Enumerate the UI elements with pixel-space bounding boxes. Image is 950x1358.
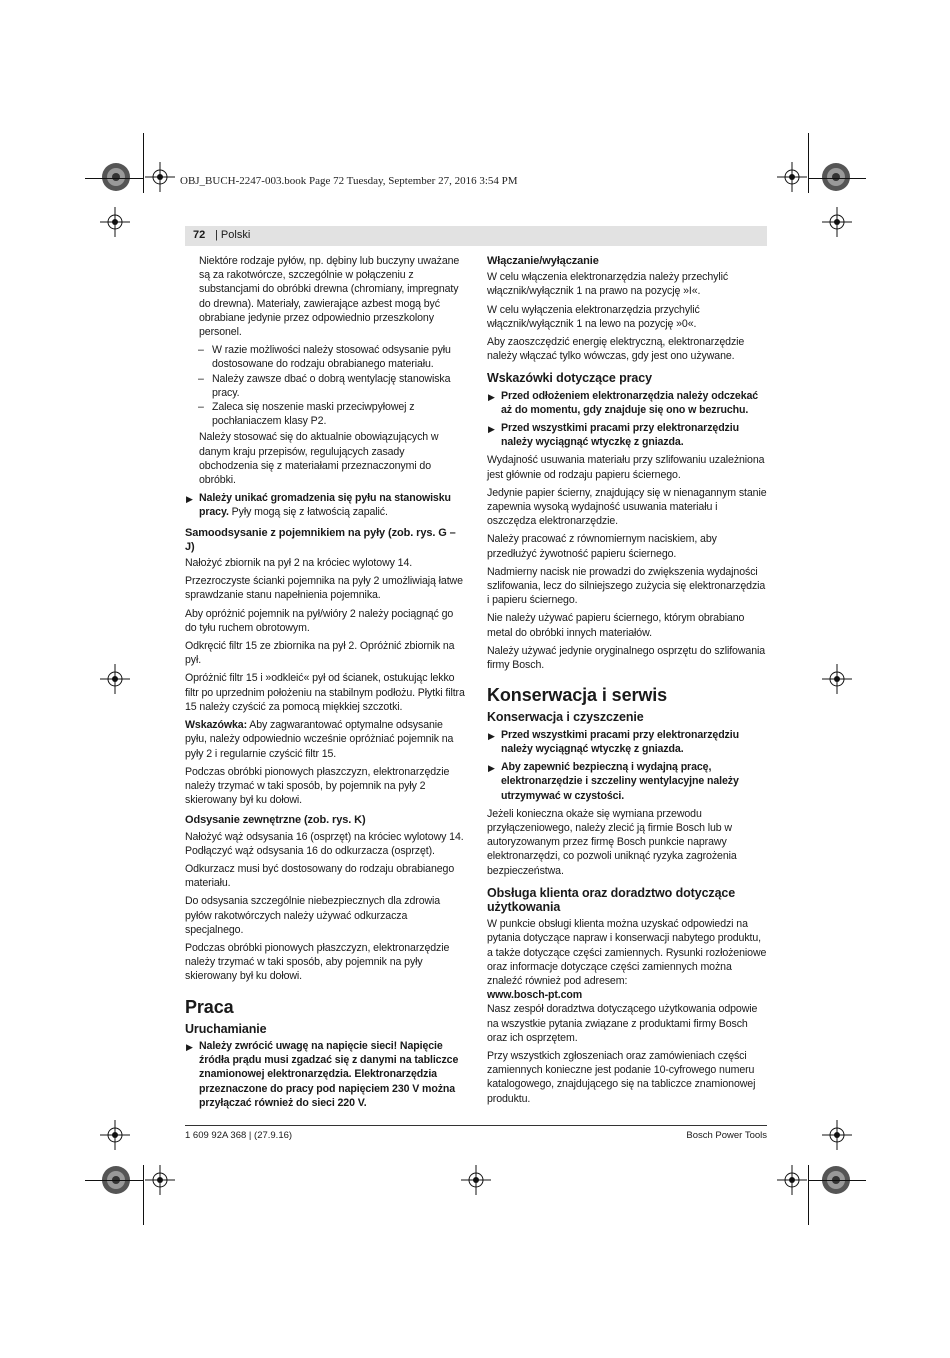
crosshair-icon: [777, 1165, 807, 1195]
paragraph: W celu wyłączenia elektronarzędzia przychylić włącznik/wyłącznik 1 na lewo na pozycję »0«.: [487, 303, 700, 330]
hint-paragraph: Wskazówka: Aby zagwarantować optymalne odsysanie pyłu, należy odpowiednio wcześnie opróżniać pojemnik na pyły 2 i regularnie czyścić filtr 15.: [185, 719, 454, 760]
crop-line: [85, 1180, 143, 1181]
paragraph: Nałożyć wąż odsysania 16 (osprzęt) na króciec wylotowy 14. Podłączyć wąż odsysania 16 do odkurzacza (osprzęt).: [185, 830, 464, 857]
crosshair-icon: [145, 1165, 175, 1195]
registration-wheel-icon: [821, 162, 851, 192]
registration-wheel-icon: [101, 162, 131, 192]
crosshair-icon: [461, 1165, 491, 1195]
section-heading: Odsysanie zewnętrzne (zob. rys. K): [185, 814, 366, 827]
warning-item: ▶ Przed wszystkimi pracami przy elektronarzędziu należy wyciągnąć wtyczkę z gniazda.: [488, 728, 739, 755]
list-item: – W razie możliwości należy stosować odsysanie pyłu dostosowane do rodzaju obrabianego materiału.: [198, 344, 451, 371]
paragraph: Jeżeli konieczna okaże się wymiana przewodu przyłączeniowego, należy zlecić ją firmie Bosch lub w autoryzowanym przez firmę Bosch punkcie naprawy elektronarzędzi, co pozwoli uniknąć ryzyka zagrożenia bezpieczeństwa.: [487, 807, 737, 877]
warning-item: ▶ Należy unikać gromadzenia się pyłu na stanowisku pracy. Pyły mogą się z łatwością zapalić.: [186, 492, 451, 519]
paragraph: Nasz zespół doradztwa dotyczącego użytkowania odpowie na wszystkie pytania związane z produktami firmy Bosch oraz ich osprzętem.: [487, 1003, 758, 1044]
triangle-bullet-icon: ▶: [488, 763, 495, 774]
footer-part-number: 1 609 92A 368 | (27.9.16): [185, 1130, 293, 1141]
triangle-bullet-icon: ▶: [186, 494, 193, 505]
file-header: OBJ_BUCH-2247-003.book Page 72 Tuesday, September 27, 2016 3:54 PM: [180, 175, 518, 187]
paragraph: Aby opróżnić pojemnik na pył/wióry 2 należy pociągnąć go do tyłu ruchem obrotowym.: [185, 607, 454, 634]
crop-line: [808, 1165, 809, 1225]
language-label: | Polski: [215, 229, 251, 241]
paragraph: Aby zaoszczędzić energię elektryczną, elektronarzędzie należy włączać tylko wówczas, gdy jest ono używane.: [487, 336, 745, 363]
section-heading: Włączanie/wyłączanie: [487, 255, 599, 267]
paragraph: Przezroczyste ścianki pojemnika na pyły 2 umożliwiają łatwe sprawdzanie stanu napełnienia pojemnika.: [185, 575, 463, 602]
section-heading: Samoodsysanie z pojemnikiem na pyły (zob. rys. G – J): [185, 526, 456, 553]
triangle-bullet-icon: ▶: [488, 391, 495, 402]
section-heading: Uruchamianie: [185, 1021, 267, 1036]
warning-item: ▶ Należy zwrócić uwagę na napięcie sieci! Napięcie źródła prądu musi zgadzać się z danymi na tabliczce znamionowej elektronarzędzia. Elektronarzędzia przeznaczone do pracy pod napięciem 230 V można przyłączać również do sieci 220 V.: [186, 1039, 459, 1109]
triangle-bullet-icon: ▶: [488, 424, 495, 435]
paragraph: Nie należy używać papieru ściernego, którym obrabiano metal do obróbki innych materiałów.: [487, 612, 745, 639]
page-header-band: [185, 226, 767, 246]
crosshair-icon: [822, 207, 852, 237]
paragraph: Jedynie papier ścierny, znajdujący się w nienagannym stanie zapewnia wysoką wydajność usuwania materiału i oszczędza elektronarzędzie.: [487, 486, 767, 528]
website-link[interactable]: www.bosch-pt.com: [487, 989, 583, 1002]
crosshair-icon: [822, 664, 852, 694]
paragraph: W punkcie obsługi klienta można uzyskać odpowiedzi na pytania dotyczące napraw i konserwacji nabytego produktu, a także dotyczące części zamiennych. Rysunki rozłożeniowe oraz informacje dotyczące części zamiennych można znaleźć również pod adresem:: [487, 918, 767, 987]
section-heading: Konserwacja i czyszczenie: [487, 710, 644, 725]
paragraph: Opróżnić filtr 15 i »odkleić« pył od ścianek, ostukując lekko filtr po uprzednim położeniu na stabilnym podłożu. Płytki filtra 15 należy czyścić za pomocą miękkiej szczotki.: [185, 672, 465, 713]
warning-item: ▶ Aby zapewnić bezpieczną i wydajną pracę, elektronarzędzie i szczeliny wentylacyjne należy utrzymywać w czystości.: [488, 761, 739, 802]
chapter-heading: Konserwacja i serwis: [487, 685, 668, 706]
list-item: – Należy zawsze dbać o dobrą wentylację stanowiska pracy.: [198, 372, 451, 399]
triangle-bullet-icon: ▶: [186, 1041, 193, 1052]
crop-line: [808, 1180, 866, 1181]
paragraph: Nałożyć zbiornik na pył 2 na króciec wylotowy 14.: [185, 557, 413, 570]
paragraph: Odkurzacz musi być dostosowany do rodzaju obrabianego materiału.: [185, 862, 455, 890]
page-number: 72: [193, 229, 206, 241]
triangle-bullet-icon: ▶: [488, 730, 495, 741]
crosshair-icon: [777, 162, 807, 192]
warning-item: ▶ Przed odłożeniem elektronarzędzia należy odczekać aż do momentu, gdy znajduje się ono w bezruchu.: [488, 389, 759, 416]
paragraph: Należy stosować się do aktualnie obowiązujących w danym kraju przepisów, regulujących zasady obchodzenia się z materiałami przeznaczonymi do obróbki.: [199, 431, 439, 487]
paragraph: Niektóre rodzaje pyłów, np. dębiny lub buczyny uważane są za rakotwórcze, szczególnie w połączeniu z substancjami do obróbki drewna (chromiany, impregnaty do drewna). Materiały, zawierające azbest mogą być obrabiane jedynie przez odpowiednio przeszkolony personel.: [199, 255, 460, 339]
paragraph: W celu włączenia elektronarzędzia należy przechylić włącznik/wyłącznik 1 na prawo na pozycję »I«.: [487, 271, 729, 298]
crop-line: [143, 133, 144, 193]
crop-line: [143, 1165, 144, 1225]
section-heading: Obsługa klienta oraz doradztwo dotyczące użytkowania: [487, 885, 736, 914]
crop-line: [808, 178, 866, 179]
paragraph: Przy wszystkich zgłoszeniach oraz zamówieniach części zamiennych konieczne jest podanie 10-cyfrowego numeru katalogowego, znajdującego się na tabliczce znamionowej produktu.: [487, 1049, 756, 1105]
paragraph: Podczas obróbki pionowych płaszczyzn, elektronarzędzie należy trzymać w taki sposób, by pojemnik na pyły 2 skierowany był ku dołowi.: [185, 765, 450, 807]
footer-brand: Bosch Power Tools: [686, 1130, 767, 1141]
paragraph: Należy używać jedynie oryginalnego osprzętu do szlifowania firmy Bosch.: [487, 644, 766, 672]
list-item: – Zaleca się noszenie maski przeciwpyłowej z pochłaniaczem klasy P2.: [198, 401, 415, 428]
paragraph: Do odsysania szczególnie niebezpiecznych dla zdrowia pyłów rakotwórczych należy używać odkurzacza specjalnego.: [185, 895, 441, 936]
paragraph: Odkręcić filtr 15 ze zbiornika na pył 2. Opróżnić zbiornik na pył.: [185, 640, 455, 667]
paragraph: Podczas obróbki pionowych płaszczyzn, elektronarzędzie należy trzymać w taki sposób, aby pojemnik na pyły skierowany był ku dołowi.: [185, 941, 450, 983]
crosshair-icon: [822, 1120, 852, 1150]
language-name: Polski: [220, 229, 251, 241]
crosshair-icon: [145, 162, 175, 192]
paragraph: Nadmierny nacisk nie prowadzi do zwiększenia wydajności szlifowania, lecz do silniejszego zużycia się elektronarzędzia i papieru ściernego.: [487, 565, 766, 607]
crosshair-icon: [100, 664, 130, 694]
right-column: [487, 254, 767, 1110]
section-heading: Wskazówki dotyczące pracy: [487, 371, 652, 386]
crop-line: [85, 178, 143, 179]
warning-item: ▶ Przed wszystkimi pracami przy elektronarzędziu należy wyciągnąć wtyczkę z gniazda.: [488, 422, 739, 449]
crop-line: [808, 133, 809, 193]
footer-divider: [185, 1125, 767, 1126]
crosshair-icon: [100, 1120, 130, 1150]
paragraph: Wydajność usuwania materiału przy szlifowaniu uzależniona jest głównie od rodzaju papieru ściernego.: [487, 454, 765, 481]
paragraph: Należy pracować z równomiernym naciskiem, aby przedłużyć żywotność papieru ściernego.: [487, 533, 717, 560]
chapter-heading: Praca: [185, 996, 234, 1017]
left-column: [185, 254, 465, 1114]
crosshair-icon: [100, 207, 130, 237]
